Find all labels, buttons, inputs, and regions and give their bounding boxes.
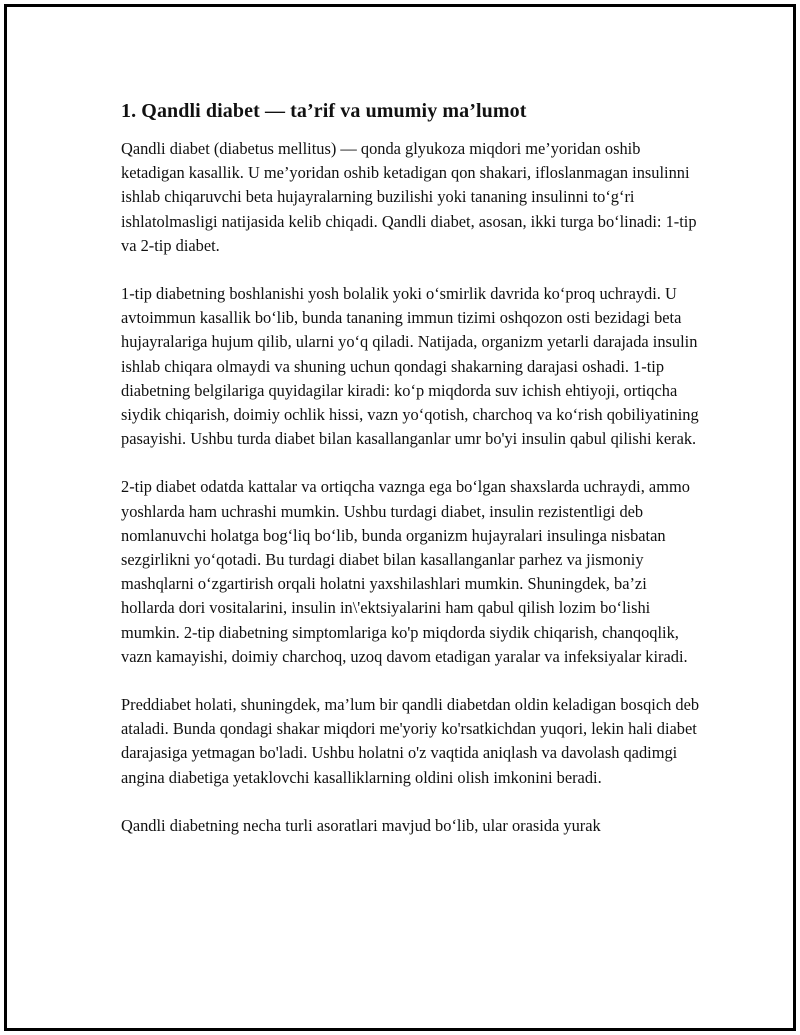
document-body (121, 98, 701, 862)
page-frame (4, 4, 796, 1031)
paragraph-definition: Qandli diabet (diabetus mellitus) — qonda glyukoza miqdori me’yoridan oshib ketadigan kasallik. U me’yoridan oshib ketadigan qon shakari, ifloslanmagan insulinni ishlab chiqaruvchi beta hujayralarning buzilishi yoki tananing insulinni to‘g‘ri ishlatolmasligi natijasida kelib chiqadi. Qandli diabet, asosan, ikki turga bo‘linadi: 1-tip va 2-tip diabet. (121, 139, 697, 255)
paragraph-prediabetes: Preddiabet holati, shuningdek, ma’lum bir qandli diabetdan oldin keladigan bosqich deb ataladi. Bunda qondagi shakar miqdori me'yoriy ko'rsatkichdan yuqori, lekin hali diabet darajasiga yetmagan bo'ladi. Ushbu holatni o'z vaqtida aniqlash va davolash qadimgi angina diabetiga yetaklovchi kasalliklarning oldini olish imkonini beradi. (121, 695, 700, 787)
paragraph-type1: 1-tip diabetning boshlanishi yosh bolalik yoki o‘smirlik davrida ko‘proq uchraydi. U avtoimmun kasallik bo‘lib, bunda tananing immun tizimi oshqozon osti bezidagi beta hujayralariga hujum qilib, ularni yo‘q qiladi. Natijada, organizm yetarli darajada insulin ishlab chiqara olmaydi va shuning uchun qondagi shakarning darajasi oshadi. 1-tip diabetning belgilariga quyidagilar kiradi: ko‘p miqdorda suv ichish ehtiyoji, ortiqcha siydik chiqarish, doimiy ochlik hissi, vazn yo‘qotish, charchoq va ko‘rish qobiliyatining pasayishi. Ushbu turda diabet bilan kasallanganlar umr bo'yi insulin qabul qilishi kerak. (121, 284, 699, 449)
paragraph-type2: 2-tip diabet odatda kattalar va ortiqcha vaznga ega bo‘lgan shaxslarda uchraydi, ammo yoshlarda ham uchrashi mumkin. Ushbu turdagi diabet, insulin rezistentligi deb nomlanuvchi holatga bog‘liq bo‘lib, bunda organizm hujayralari insulinga nisbatan sezgirlikni yo‘qotadi. Bu turdagi diabet bilan kasallanganlar parhez va jismoniy mashqlarni o‘zgartirish orqali holatni yaxshilashlari mumkin. Shuningdek, ba’zi hollarda dori vositalarini, insulin in\'ektsiyalarini ham qabul qilish lozim bo‘lishi mumkin. 2-tip diabetning simptomlariga ko'p miqdorda siydik chiqarish, chanqoqlik, vazn kamayishi, doimiy charchoq, uzoq davom etadigan yaralar va infeksiyalar kiradi. (121, 477, 690, 666)
paragraph-complications: Qandli diabetning necha turli asoratlari mavjud bo‘lib, ular orasida yurak (121, 815, 601, 835)
section-heading: 1. Qandli diabet — ta’rif va umumiy ma’lumot (121, 100, 527, 122)
